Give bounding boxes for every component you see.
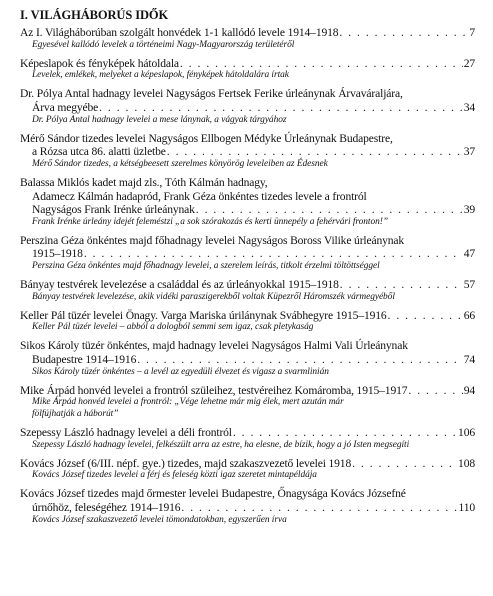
toc-page-number: 66 — [463, 308, 475, 322]
toc-entry-title-line: Dr. Pólya Antal hadnagy levelei Nagyságos Fertsek Ferike úrleánynak Árvaváraljára, — [20, 87, 403, 101]
section-title: I. VILÁGHÁBORÚS IDŐK — [20, 8, 169, 22]
dot-leader — [408, 384, 462, 398]
toc-entry-title: Az I. Világháborúban szolgált honvédek 1-1 kallódó levele 1914–1918 — [20, 26, 339, 39]
toc-page-number: 27 — [463, 56, 475, 70]
toc-entry[interactable] — [20, 234, 475, 273]
dot-leader — [99, 101, 463, 115]
dot-leader — [167, 145, 463, 159]
toc-entry[interactable] — [20, 176, 475, 228]
toc-page-number: 106 — [458, 426, 475, 440]
toc-entry-title: Keller Pál tüzér levelei Önagy. Varga Mariska úrilánynak Svábhegyre 1915–1916 — [20, 308, 387, 322]
toc-entry[interactable] — [20, 87, 475, 126]
toc-entry-description: Kovács József szakaszvezető levelei tömondatokban, egyszerűen írva — [32, 514, 287, 525]
toc-entry-title-line — [20, 203, 475, 217]
toc-entry-title-line — [20, 384, 475, 398]
toc-entry-title: a Rózsa utca 86. alatti üzletbe — [32, 145, 166, 159]
toc-entry-title-line — [20, 353, 475, 367]
toc-entry[interactable] — [20, 26, 475, 51]
toc-entry-title: Bányay testvérek levelezése a családdal és az úrleányokkal 1915–1918 — [20, 278, 339, 292]
dot-leader — [196, 203, 463, 217]
toc-entry[interactable] — [20, 309, 475, 334]
toc-entry-description: Levelek, emlékek, melyeket a képeslapok, fényképek hátoldalára írtak — [32, 70, 289, 81]
toc-entry-title-line — [20, 278, 475, 292]
dot-leader — [180, 57, 463, 71]
toc-page-number: 94 — [463, 383, 475, 397]
toc-page-number: 37 — [463, 145, 475, 159]
toc-entry-description: Sikos Károly tüzér önkéntes – a levél az egyedüli élvezet és vigasz a svarmlinián — [32, 366, 329, 377]
toc-page-number: 7 — [469, 26, 475, 39]
toc-entry-title: Szepessy László hadnagy levelei a déli frontról — [20, 426, 232, 440]
dot-leader — [340, 278, 463, 292]
toc-entry-description: Mike Árpád honvéd levelei a frontról: „Vége lehetne már mig élek, mert azután már — [32, 397, 344, 408]
toc-entry[interactable] — [20, 57, 475, 82]
toc-entry-title: Kovács József (6/III. népf. gye.) tizedes, majd szakaszvezető levelei 1918 — [20, 456, 352, 470]
toc-entry-title-line — [20, 247, 475, 261]
dot-leader — [388, 309, 463, 323]
toc-entry[interactable] — [20, 487, 475, 526]
toc-page-number: 110 — [458, 501, 475, 514]
dot-leader — [339, 26, 468, 40]
toc-entry-title-line — [20, 426, 475, 440]
toc-page-number: 34 — [463, 100, 475, 114]
toc-entry-title-line — [20, 57, 475, 71]
toc-entry-description: Perszina Géza önkéntes majd főhadnagy levelei, a szerelem leírás, titkolt érzelmi töltöttséggel — [32, 261, 380, 271]
toc-entry[interactable] — [20, 457, 475, 482]
toc-entry-description: Bányay testvérek levelezése, akik vidéki paraszigerekből voltak Küpezről Háromszék vármegyéből — [32, 291, 395, 302]
toc-entry[interactable] — [20, 384, 475, 421]
toc-entry-title-line — [20, 309, 475, 323]
toc-entry[interactable] — [20, 339, 475, 378]
toc-entry-title: Árva megyébe — [32, 100, 99, 114]
toc-entry-title-line: Balassa Miklós kadet majd zls., Tóth Kálmán hadnagy, — [20, 175, 268, 189]
toc-entry-title-line: Sikos Károly tüzér önkéntes, majd hadnagy levelei Nagyságos Halmi Vali Úrleánynak — [20, 339, 408, 353]
toc-entry-title-line: Perszina Géza önkéntes majd főhadnagy levelei Nagyságos Boross Vilike úrleánynak — [20, 233, 405, 247]
toc-entry-title: Budapestre 1914–1916 — [32, 353, 137, 367]
toc-entry-title: 1915–1918 — [32, 247, 83, 261]
toc-entry-description: Dr. Pólya Antal hadnagy levelei a mese lánynak, a vágyak tárgyához — [32, 114, 287, 125]
toc-entry-title-line: Adamecz Kálmán hadapród, Frank Géza önkéntes tizedes levele a frontról — [32, 189, 367, 203]
toc-entry-description: Szepessy László hadnagy levelei, felkészült arra az estre, ha elesne, de bízik, hogy a jó Isten megsegíti — [32, 439, 410, 450]
dot-leader — [352, 457, 457, 471]
toc-page-number: 108 — [458, 456, 475, 470]
toc-entry-title-line: Kovács József tizedes majd őrmester levelei Budapestre, Őnagysága Kovács Józsefné — [20, 487, 406, 501]
toc-entry-title-line — [20, 26, 475, 40]
toc-entry-title: Mike Árpád honvéd levelei a frontról szüleihez, testvéreihez Komáromba, 1915–1917 — [20, 383, 408, 397]
toc-entry-description: Mérő Sándor tizedes, a kétségbeesett szerelmes könyörög leveleiben az Édesnek — [32, 158, 328, 169]
toc-entry-description: Kovács József tizedes levelei a férj és feleség közti igaz szeretet mintapéldája — [32, 470, 317, 481]
dot-leader — [84, 247, 463, 261]
dot-leader — [233, 426, 457, 440]
dot-leader — [137, 353, 462, 367]
toc-entry-title-line — [20, 101, 475, 115]
toc-entry-title-line — [20, 457, 475, 471]
toc-entry-title: Nagyságos Frank Irénke úrleánynak — [32, 203, 195, 217]
toc-entry-title-line — [20, 145, 475, 159]
toc-entry-title-line — [20, 501, 475, 515]
toc-page-number: 39 — [463, 203, 475, 217]
toc-entry[interactable] — [20, 132, 475, 171]
toc-list — [20, 26, 475, 526]
toc-entry-title-line: Mérő Sándor tizedes levelei Nagyságos Ellbogen Médyke Úrleánynak Budapestre, — [20, 131, 393, 145]
toc-entry-description: Keller Pál tüzér levelei – abból a dologból semmi sem igaz, csak pletykaság — [32, 322, 314, 333]
dot-leader — [181, 501, 457, 515]
toc-entry[interactable] — [20, 278, 475, 303]
toc-entry-description: fölfújhatják a háborút” — [32, 408, 119, 419]
toc-page-number: 57 — [463, 278, 475, 292]
toc-page-number: 74 — [463, 353, 475, 367]
toc-entry-description: Frank Irénke úrleány idejét feleméstzi „a sok szórakozás és kerti ünnepély a fehérvári fronton!” — [32, 216, 388, 227]
toc-page-number: 47 — [463, 247, 475, 261]
toc-entry-title: Képeslapok és fényképek hátoldala — [20, 56, 179, 70]
toc-entry-description: Egyesével kallódó levelek a történeimi Nagy-Magyarország területéről — [32, 39, 295, 50]
toc-entry[interactable] — [20, 426, 475, 451]
toc-entry-title: úrnőhöz, feleségéhez 1914–1916 — [32, 501, 181, 514]
